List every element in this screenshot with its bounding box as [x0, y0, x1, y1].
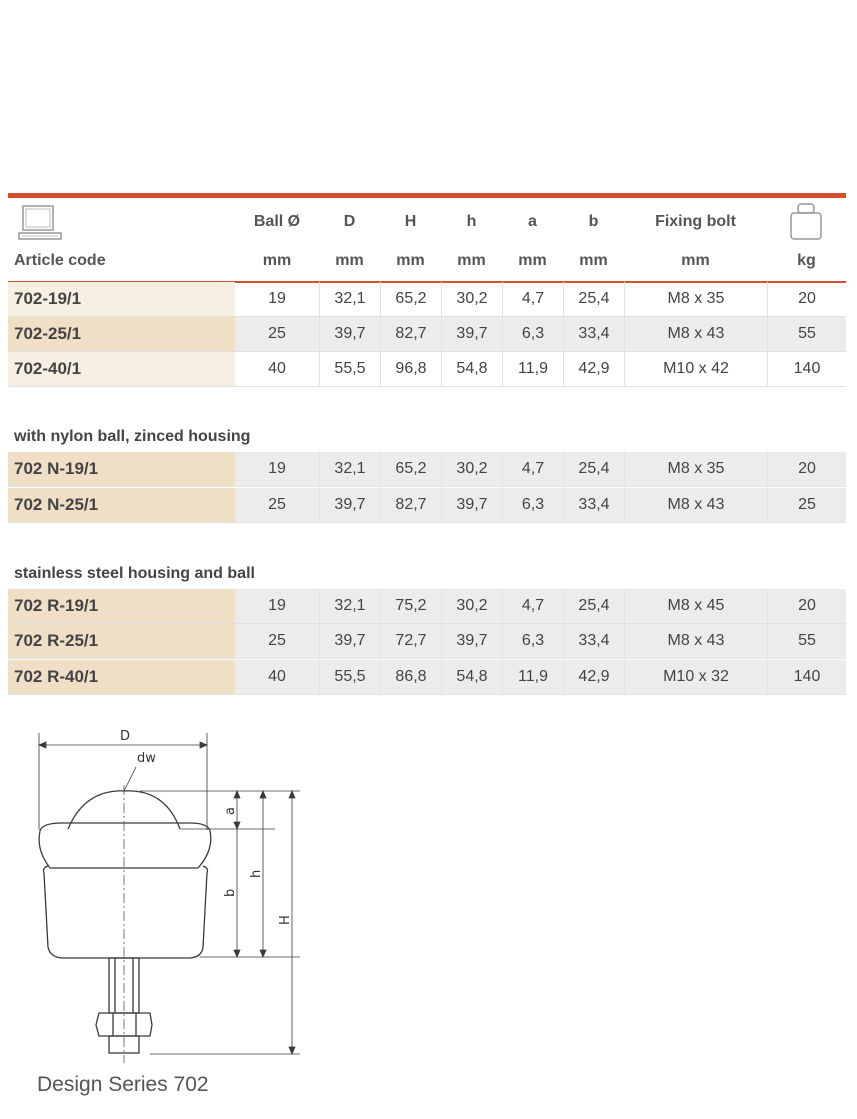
table-cell: 75,2 — [380, 589, 441, 623]
row-separator — [8, 486, 846, 487]
table-row — [8, 660, 846, 694]
table-cell: 72,7 — [380, 624, 441, 658]
table-row — [8, 452, 846, 486]
table-cell: 20 — [767, 282, 846, 316]
table-row — [8, 589, 846, 623]
article-code: 702-19/1 — [8, 282, 235, 316]
table-cell: 55 — [767, 317, 846, 351]
table-cell: 33,4 — [563, 624, 624, 658]
table-cell: 39,7 — [441, 317, 502, 351]
table-cell: 25,4 — [563, 589, 624, 623]
table-cell: 39,7 — [319, 624, 380, 658]
computer-icon — [18, 205, 64, 243]
article-code: 702 N-25/1 — [8, 488, 235, 522]
table-cell: 140 — [767, 352, 846, 386]
table-cell: 11,9 — [502, 352, 563, 386]
section-title: stainless steel housing and ball — [14, 565, 255, 582]
table-cell: 32,1 — [319, 589, 380, 623]
table-cell: 25 — [268, 632, 286, 649]
table-cell: 39,7 — [441, 488, 502, 522]
column-header: b — [588, 213, 599, 230]
weight-icon — [789, 203, 823, 241]
article-code: 702 N-19/1 — [8, 452, 235, 486]
table-cell: M10 x 42 — [624, 352, 767, 386]
table-cell: 39,7 — [319, 317, 380, 351]
row-separator — [8, 658, 846, 659]
table-cell: 11,9 — [502, 660, 563, 694]
table-row — [8, 282, 846, 316]
table-cell: 82,7 — [380, 317, 441, 351]
column-header: h — [466, 213, 477, 230]
table-cell: 82,7 — [380, 488, 441, 522]
table-cell: 39,7 — [319, 488, 380, 522]
table-cell: 4,7 — [502, 589, 563, 623]
table-cell: 20 — [767, 589, 846, 623]
table-cell: 42,9 — [563, 660, 624, 694]
table-cell: 55 — [767, 624, 846, 658]
table-cell: 6,3 — [502, 488, 563, 522]
column-header: Fixing bolt — [655, 213, 736, 230]
column-unit: mm — [579, 252, 608, 269]
table-cell: M8 x 35 — [624, 452, 767, 486]
row-separator — [8, 386, 846, 387]
table-cell: 32,1 — [319, 282, 380, 316]
dim-label-H: H — [278, 915, 293, 925]
column-unit: mm — [396, 252, 425, 269]
dim-label-h: h — [249, 869, 264, 878]
table-cell: 32,1 — [319, 452, 380, 486]
table-cell: 96,8 — [380, 352, 441, 386]
table-cell: M8 x 43 — [624, 317, 767, 351]
dim-label-a: a — [223, 807, 238, 815]
table-row — [8, 352, 846, 386]
table-cell: 19 — [268, 597, 286, 614]
table-cell: 4,7 — [502, 452, 563, 486]
table-cell: 25,4 — [563, 282, 624, 316]
table-cell: 30,2 — [441, 589, 502, 623]
article-code: 702 R-40/1 — [8, 660, 235, 694]
table-cell: 39,7 — [441, 624, 502, 658]
table-cell: 19 — [268, 290, 286, 307]
table-cell: 54,8 — [441, 352, 502, 386]
column-unit: kg — [797, 252, 816, 269]
table-cell: 19 — [268, 460, 286, 477]
column-unit: mm — [681, 252, 710, 269]
table-cell: 40 — [268, 668, 286, 685]
article-code: 702 R-25/1 — [8, 624, 235, 658]
table-row — [8, 624, 846, 658]
table-cell: 25 — [767, 488, 846, 522]
article-code: 702 R-19/1 — [8, 589, 235, 623]
table-cell: M8 x 45 — [624, 589, 767, 623]
article-code: 702-40/1 — [8, 352, 235, 386]
column-header: Ball Ø — [253, 213, 301, 230]
row-separator — [8, 522, 846, 523]
table-cell: 4,7 — [502, 282, 563, 316]
column-header: D — [343, 213, 356, 230]
article-code: 702-25/1 — [8, 317, 235, 351]
article-code-header: Article code — [14, 252, 106, 269]
table-cell: 42,9 — [563, 352, 624, 386]
design-drawing — [30, 725, 315, 1065]
table-cell: 30,2 — [441, 452, 502, 486]
column-unit: mm — [335, 252, 364, 269]
row-separator — [8, 694, 846, 695]
top-rule — [8, 193, 846, 198]
design-caption: Design Series 702 — [37, 1073, 209, 1096]
column-header: H — [404, 213, 417, 230]
table-cell: 55,5 — [319, 660, 380, 694]
table-cell: 20 — [767, 452, 846, 486]
section-title: with nylon ball, zinced housing — [14, 428, 251, 445]
column-unit: mm — [262, 252, 292, 269]
column-unit: mm — [457, 252, 486, 269]
table-cell: 40 — [268, 360, 286, 377]
dim-label-b: b — [223, 888, 238, 897]
table-cell: 33,4 — [563, 488, 624, 522]
dim-label-dw: dw — [137, 751, 156, 766]
column-unit: mm — [518, 252, 547, 269]
table-cell: 55,5 — [319, 352, 380, 386]
table-cell: 54,8 — [441, 660, 502, 694]
table-row — [8, 488, 846, 522]
table-cell: M8 x 35 — [624, 282, 767, 316]
table-cell: 30,2 — [441, 282, 502, 316]
table-cell: 25,4 — [563, 452, 624, 486]
dim-label-D: D — [120, 729, 131, 744]
table-cell: 25 — [268, 496, 286, 513]
table-cell: M8 x 43 — [624, 488, 767, 522]
table-cell: 6,3 — [502, 624, 563, 658]
table-cell: M8 x 43 — [624, 624, 767, 658]
table-cell: 25 — [268, 325, 286, 342]
table-cell: 65,2 — [380, 452, 441, 486]
table-cell: 33,4 — [563, 317, 624, 351]
table-row — [8, 317, 846, 351]
column-header: a — [528, 213, 537, 230]
table-cell: 86,8 — [380, 660, 441, 694]
table-cell: 6,3 — [502, 317, 563, 351]
table-cell: 140 — [767, 660, 846, 694]
table-cell: M10 x 32 — [624, 660, 767, 694]
table-cell: 65,2 — [380, 282, 441, 316]
